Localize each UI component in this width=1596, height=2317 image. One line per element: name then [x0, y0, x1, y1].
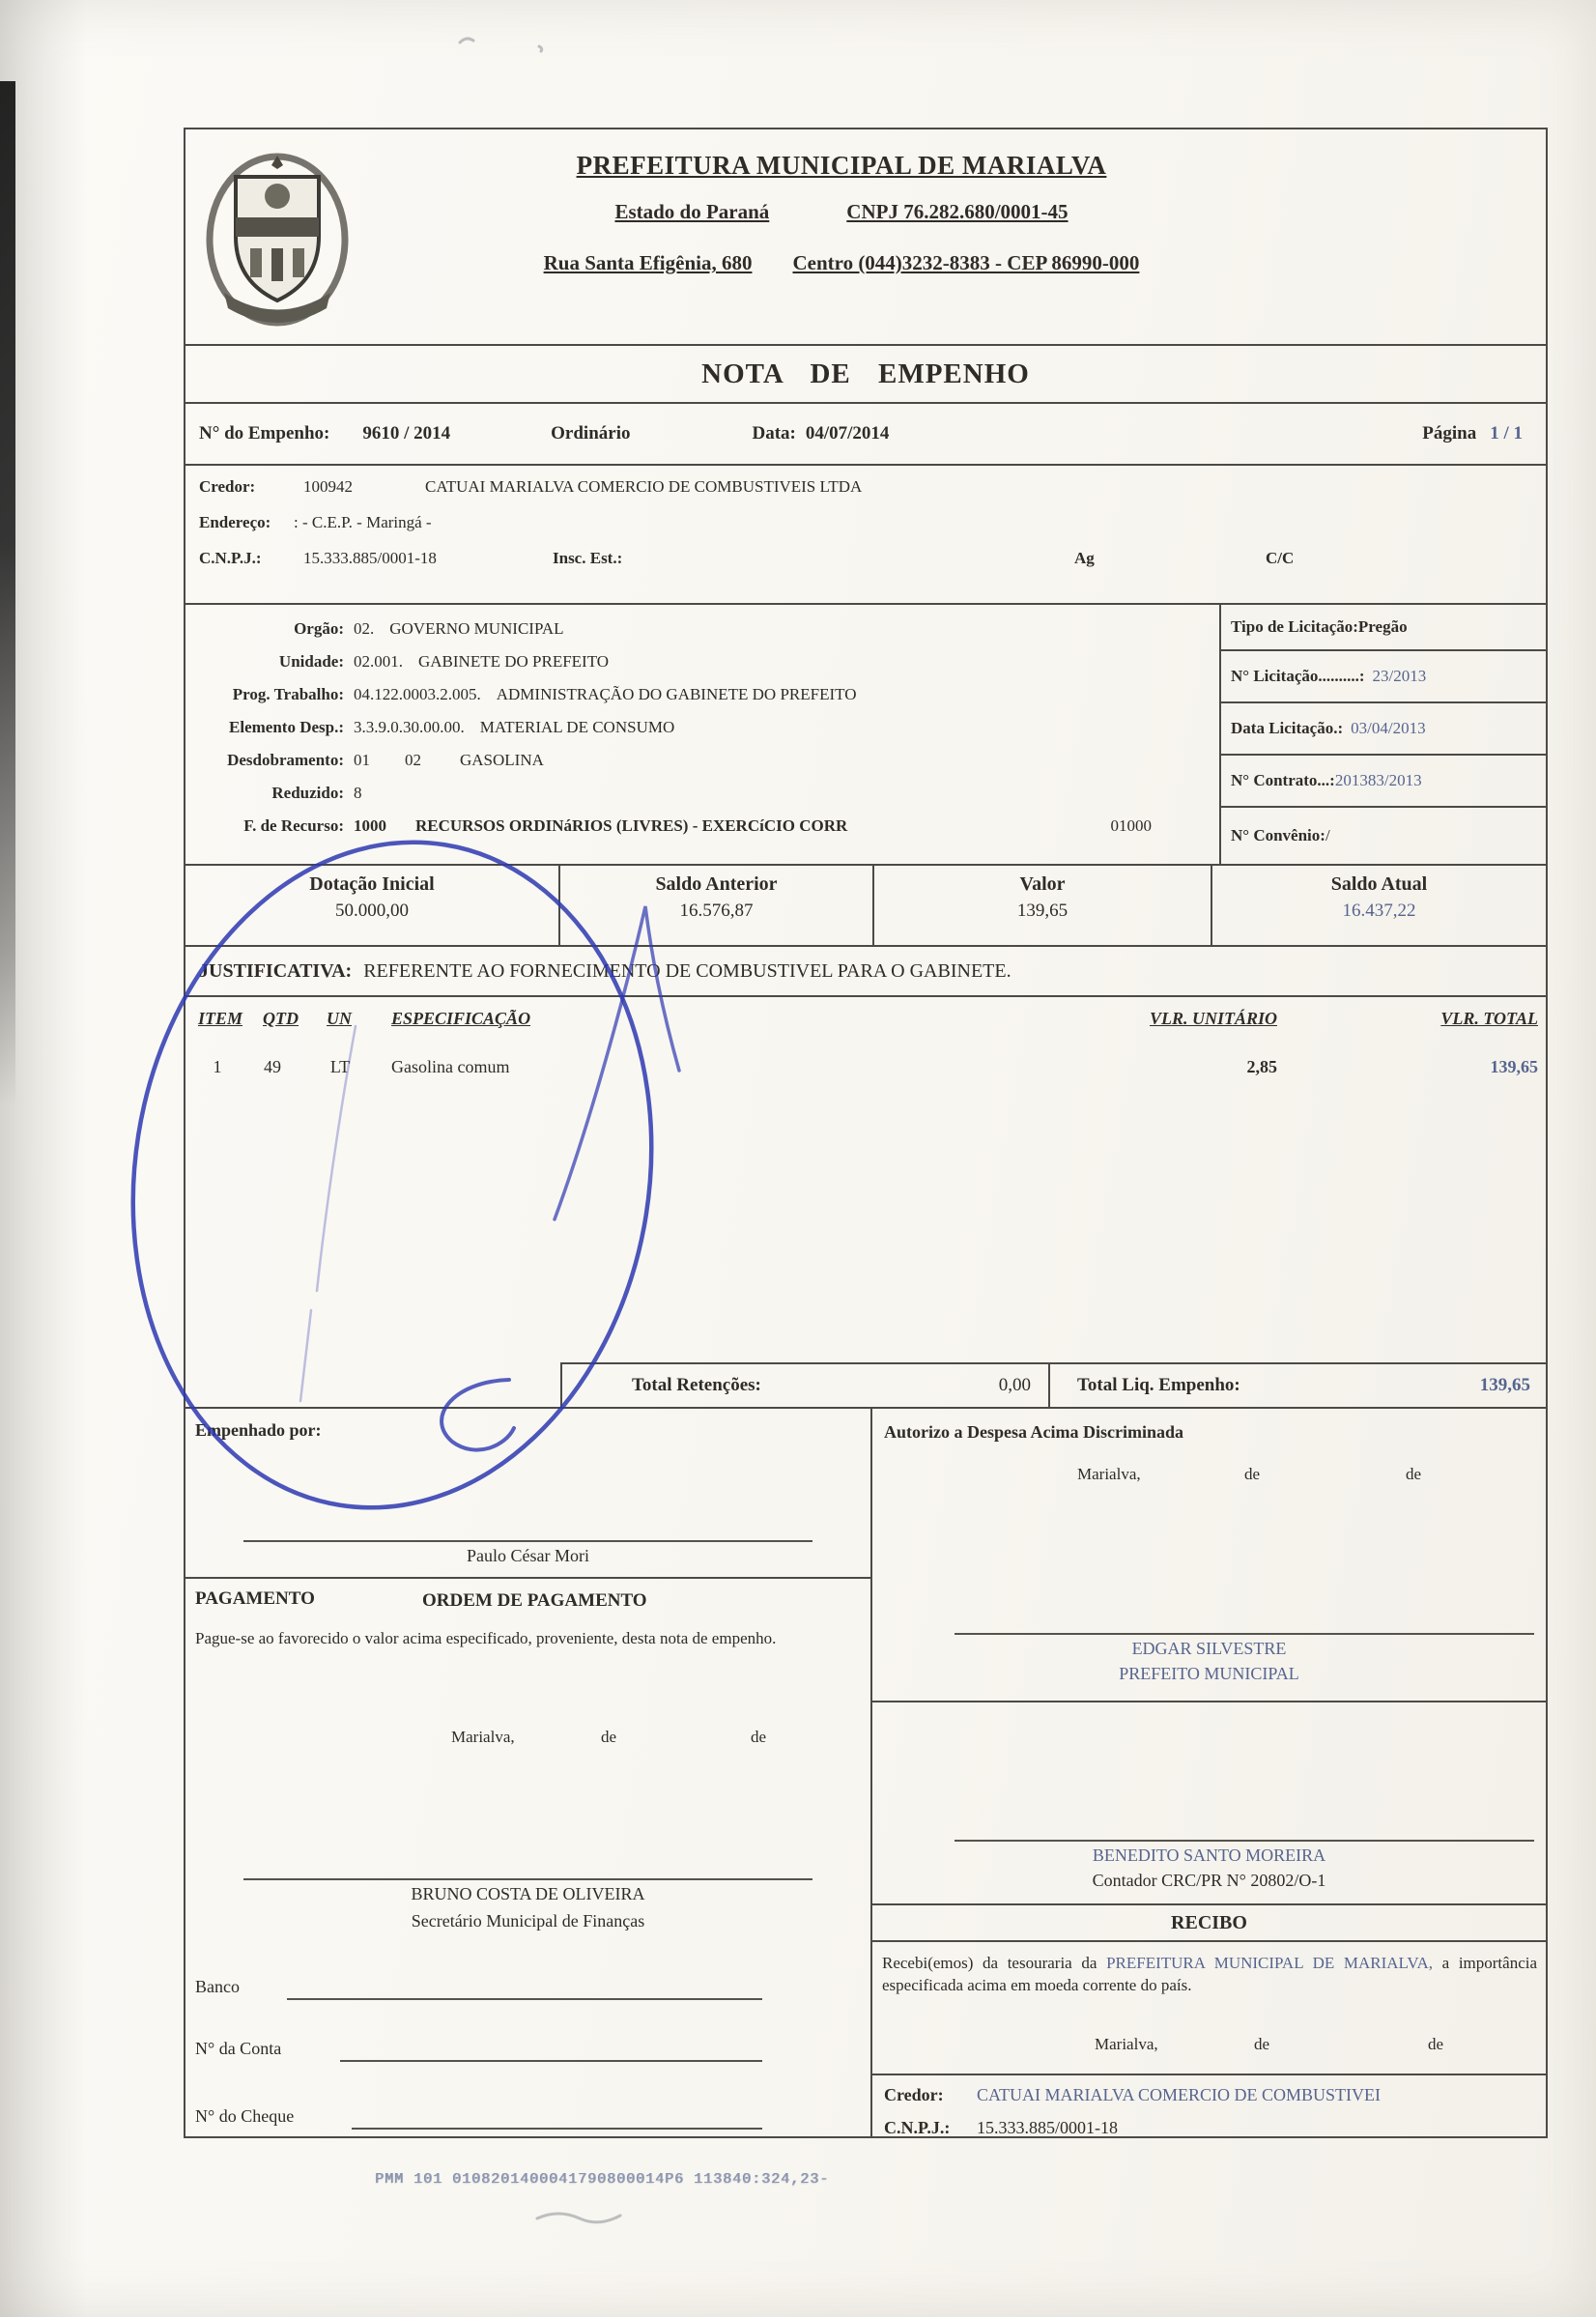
secretary-role: Secretário Municipal de Finanças — [411, 1911, 645, 1931]
elemento-desp-desc: MATERIAL DE CONSUMO — [479, 718, 675, 736]
empenhado-signer-name: Paulo César Mori — [467, 1546, 589, 1565]
city-date-line-city: Marialva, — [451, 1728, 515, 1746]
secretary-name: BRUNO COSTA DE OLIVEIRA — [411, 1884, 645, 1903]
account-label: C/C — [1266, 549, 1295, 567]
receipt-text-part3: a importância especificada acima em moeda corrente do país. — [882, 1954, 1538, 1994]
bank-fill-line — [287, 1998, 762, 2000]
city-date-line-de1: de — [601, 1728, 617, 1746]
justification-text: REFERENTE AO FORNECIMENTO DE COMBUSTIVEL PARA O GABINETE. — [363, 959, 1012, 982]
fonte-recurso-num: 01000 — [1110, 816, 1152, 835]
liquid-total-cell — [1048, 1364, 1546, 1407]
bidding-info-column — [1219, 605, 1546, 864]
receipt-title: RECIBO — [1171, 1912, 1247, 1933]
item-vlr-unitario: 2,85 — [1246, 1057, 1277, 1076]
convenio-value: / — [1325, 826, 1330, 844]
values-table — [185, 866, 1546, 947]
budget-block — [185, 605, 1546, 866]
city-date-line-de2: de — [751, 1728, 767, 1746]
prog-trabalho-label: Prog. Trabalho: — [232, 685, 344, 703]
liquid-total-value: 139,65 — [1479, 1375, 1530, 1395]
saldo-anterior-value: 16.576,87 — [679, 901, 754, 921]
mayor-name: EDGAR SILVESTRE — [1131, 1639, 1287, 1658]
payment-divider — [185, 1577, 870, 1579]
contrato-label: N° Contrato...: — [1231, 771, 1335, 789]
items-header-especificacao: ESPECIFICAÇÃO — [391, 1009, 531, 1028]
address-label: Endereço: — [199, 513, 271, 531]
document-title-bar — [185, 346, 1546, 404]
budget-left-column — [185, 605, 1219, 864]
empenho-number: 9610 / 2014 — [362, 423, 451, 443]
receipt-cnpj-value: 15.333.885/0001-18 — [977, 2118, 1118, 2137]
items-header-un: UN — [327, 1009, 352, 1028]
justification-row — [185, 947, 1546, 997]
creditor-block — [185, 466, 1546, 605]
creditor-code: 100942 — [303, 477, 353, 496]
items-header-vlr-unitario: VLR. UNITÁRIO — [1149, 1009, 1277, 1028]
items-header-item: ITEM — [198, 1009, 243, 1028]
header-titles — [369, 129, 1546, 344]
creditor-name: CATUAI MARIALVA COMERCIO DE COMBUSTIVEIS LTDA — [425, 477, 863, 496]
fonte-recurso-label: F. de Recurso: — [243, 816, 344, 835]
receipt-de1: de — [1254, 2035, 1270, 2053]
item-number: 1 — [213, 1057, 222, 1076]
address-district-phone: Centro (044)3232-8383 - CEP 86990-000 — [792, 251, 1140, 274]
receipt-de2: de — [1428, 2035, 1444, 2053]
desdobramento-label: Desdobramento: — [227, 751, 344, 769]
saldo-anterior-header: Saldo Anterior — [655, 873, 778, 895]
data-licitacao-value: 03/04/2013 — [1351, 719, 1426, 737]
agency-label: Ag — [1074, 549, 1095, 567]
page-number: 1 / 1 — [1490, 423, 1523, 443]
state-registration-label: Insc. Est.: — [553, 549, 623, 567]
auth-de1: de — [1244, 1465, 1261, 1483]
retentions-cell — [562, 1364, 1048, 1407]
receipt-city: Marialva, — [1095, 2035, 1158, 2053]
mayor-signature-line — [955, 1633, 1534, 1635]
unidade-desc: GABINETE DO PREFEITO — [418, 652, 610, 671]
receipt-divider — [872, 2074, 1546, 2075]
nota-de-empenho-form — [184, 128, 1548, 2138]
item-vlr-total: 139,65 — [1490, 1057, 1538, 1076]
saldo-atual-value: 16.437,22 — [1342, 901, 1416, 921]
municipality-title: PREFEITURA MUNICIPAL DE MARIALVA — [576, 151, 1107, 180]
dotacao-header: Dotação Inicial — [309, 873, 435, 895]
creditor-cnpj: 15.333.885/0001-18 — [303, 549, 437, 567]
cnpj-label: CNPJ 76.282.680/0001-45 — [846, 200, 1069, 223]
unidade-label: Unidade: — [278, 652, 344, 671]
retentions-label: Total Retenções: — [632, 1375, 761, 1395]
accountant-role: Contador CRC/PR N° 20802/O-1 — [1092, 1871, 1326, 1890]
auth-de2: de — [1406, 1465, 1422, 1483]
date-label: Data: — [752, 423, 796, 443]
valor-cell — [874, 866, 1212, 945]
retentions-value: 0,00 — [998, 1375, 1031, 1395]
fonte-recurso-desc: RECURSOS ORDINáRIOS (LIVRES) - EXERCíCIO CORR — [415, 816, 848, 835]
account-number-label: N° da Conta — [195, 2039, 282, 2058]
numero-licitacao-value: 23/2013 — [1372, 667, 1427, 685]
fonte-recurso-code: 1000 — [354, 816, 386, 835]
page-label: Página — [1422, 423, 1477, 443]
reduzido-label: Reduzido: — [271, 784, 344, 802]
items-header-vlr-total: VLR. TOTAL — [1440, 1009, 1538, 1028]
items-header-qtd: QTD — [263, 1009, 299, 1028]
desdobramento-code2: 02 — [405, 751, 421, 769]
empenho-number-row — [185, 404, 1546, 466]
account-fill-line — [340, 2060, 762, 2062]
desdobramento-desc: GASOLINA — [460, 751, 544, 769]
receipt-creditor-name: CATUAI MARIALVA COMERCIO DE COMBUSTIVEI — [977, 2085, 1382, 2104]
creditor-address: : - C.E.P. - Maringá - — [294, 513, 432, 531]
check-number-label: N° do Cheque — [195, 2106, 295, 2126]
elemento-desp-label: Elemento Desp.: — [229, 718, 344, 736]
liquid-total-label: Total Liq. Empenho: — [1077, 1375, 1240, 1395]
empenhado-por-label: Empenhado por: — [195, 1420, 322, 1440]
dotacao-cell — [185, 866, 560, 945]
mayor-role: PREFEITO MUNICIPAL — [1119, 1664, 1299, 1683]
empenho-type: Ordinário — [551, 423, 631, 443]
receipt-text — [882, 1952, 1537, 1996]
items-area — [185, 997, 1546, 1362]
desdobramento-code1: 01 — [354, 751, 370, 769]
dot-matrix-print-line: PMM 101 0108201400041790800014P6 113840:324,23- — [375, 2171, 830, 2188]
auth-city: Marialva, — [1077, 1465, 1141, 1483]
authorization-divider — [872, 1701, 1546, 1702]
pague-se-text: Pague-se ao favorecido o valor acima especificado, proveniente, desta nota de empenho. — [195, 1629, 777, 1647]
empenhado-signature-line — [243, 1540, 812, 1542]
receipt-creditor-label: Credor: — [884, 2085, 944, 2104]
creditor-label: Credor: — [199, 477, 256, 496]
totals-row — [560, 1362, 1546, 1407]
municipal-coat-of-arms-icon — [205, 148, 350, 327]
scan-left-edge — [0, 81, 15, 1105]
reduzido-code: 8 — [354, 784, 362, 802]
convenio-label: N° Convênio: — [1231, 826, 1325, 844]
unidade-code: 02.001. — [354, 652, 403, 671]
form-header — [185, 129, 1546, 346]
justification-label: JUSTIFICATIVA: — [199, 959, 353, 982]
contrato-value: 201383/2013 — [1334, 771, 1422, 789]
pagamento-title: PAGAMENTO — [195, 1588, 315, 1609]
elemento-desp-code: 3.3.9.0.30.00.00. — [354, 718, 465, 736]
item-especificacao: Gasolina comum — [391, 1057, 510, 1076]
secretary-signature-line — [243, 1878, 812, 1880]
item-un: LT — [329, 1057, 351, 1076]
prog-trabalho-desc: ADMINISTRAÇÃO DO GABINETE DO PREFEITO — [496, 685, 857, 703]
saldo-anterior-cell — [560, 866, 874, 945]
tipo-licitacao-label: Tipo de Licitação: — [1231, 617, 1358, 636]
bank-label: Banco — [195, 1977, 240, 1996]
valor-value: 139,65 — [1016, 901, 1069, 921]
authorize-expense-label: Autorizo a Despesa Acima Discriminada — [884, 1422, 1183, 1442]
dotacao-value: 50.000,00 — [335, 901, 409, 921]
orgao-desc: GOVERNO MUNICIPAL — [389, 619, 564, 638]
orgao-label: Orgão: — [294, 619, 344, 638]
creditor-cnpj-label: C.N.P.J.: — [199, 549, 262, 567]
saldo-atual-header: Saldo Atual — [1330, 873, 1428, 895]
valor-header: Valor — [1019, 873, 1066, 895]
receipt-title-bar — [872, 1903, 1546, 1942]
authorization-column — [872, 1409, 1546, 2136]
orgao-code: 02. — [354, 619, 375, 638]
signatures-area — [185, 1407, 1546, 2136]
tipo-licitacao-value: Pregão — [1357, 617, 1408, 636]
address-street: Rua Santa Efigênia, 680 — [543, 251, 753, 274]
check-fill-line — [352, 2128, 762, 2130]
receipt-text-part1: Recebi(emos) da tesouraria da — [882, 1954, 1097, 1972]
ordem-pagamento-title: ORDEM DE PAGAMENTO — [422, 1590, 647, 1611]
state-label: Estado do Paraná — [614, 200, 770, 223]
item-qtd: 49 — [264, 1057, 281, 1076]
empenho-date: 04/07/2014 — [805, 423, 890, 443]
empenho-number-label: N° do Empenho: — [199, 423, 330, 443]
data-licitacao-label: Data Licitação.: — [1231, 719, 1344, 737]
payment-column — [185, 1409, 872, 2136]
accountant-signature-line — [955, 1840, 1534, 1842]
receipt-text-part2: PREFEITURA MUNICIPAL DE MARIALVA, — [1106, 1954, 1433, 1972]
receipt-cnpj-label: C.N.P.J.: — [884, 2118, 951, 2137]
document-title: NOTA DE EMPENHO — [701, 358, 1030, 389]
saldo-atual-cell — [1212, 866, 1546, 945]
numero-licitacao-label: N° Licitação..........: — [1231, 667, 1365, 685]
prog-trabalho-code: 04.122.0003.2.005. — [354, 685, 481, 703]
logo-cell — [185, 129, 369, 344]
accountant-name: BENEDITO SANTO MOREIRA — [1092, 1845, 1326, 1865]
